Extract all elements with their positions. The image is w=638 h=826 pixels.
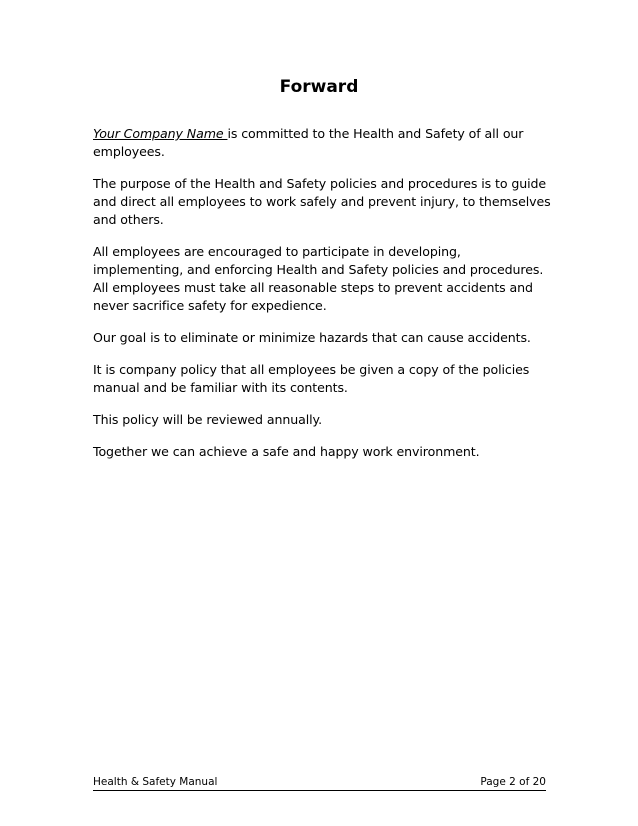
commitment-text: is committed to the Health and Safety of all our employees. — [93, 126, 524, 159]
paragraph-purpose: The purpose of the Health and Safety policies and procedures is to guide and direct all employees to work safely and prevent injury, to themselves and others. — [93, 176, 551, 227]
paragraph-closing: Together we can achieve a safe and happy work environment. — [93, 444, 480, 459]
footer-page-number: Page 2 of 20 — [480, 776, 546, 788]
paragraph-commitment — [93, 125, 553, 161]
company-name-placeholder: Your Company Name — [93, 126, 228, 141]
page-footer — [93, 775, 546, 791]
paragraph-policy-manual: It is company policy that all employees be given a copy of the policies manual and be familiar with its contents. — [93, 362, 530, 395]
page-title: Forward — [279, 77, 359, 97]
paragraph-participation: All employees are encouraged to participate in developing, implementing, and enforcing Health and Safety policies and procedures. All employees must take all reasonable steps to prevent accidents and never sacrifice safety for expedience. — [93, 244, 552, 313]
footer-manual-title: Health & Safety Manual — [93, 776, 218, 788]
paragraph-goal: Our goal is to eliminate or minimize hazards that can cause accidents. — [93, 330, 531, 345]
paragraph-review: This policy will be reviewed annually. — [93, 412, 322, 427]
document-body — [93, 125, 553, 475]
